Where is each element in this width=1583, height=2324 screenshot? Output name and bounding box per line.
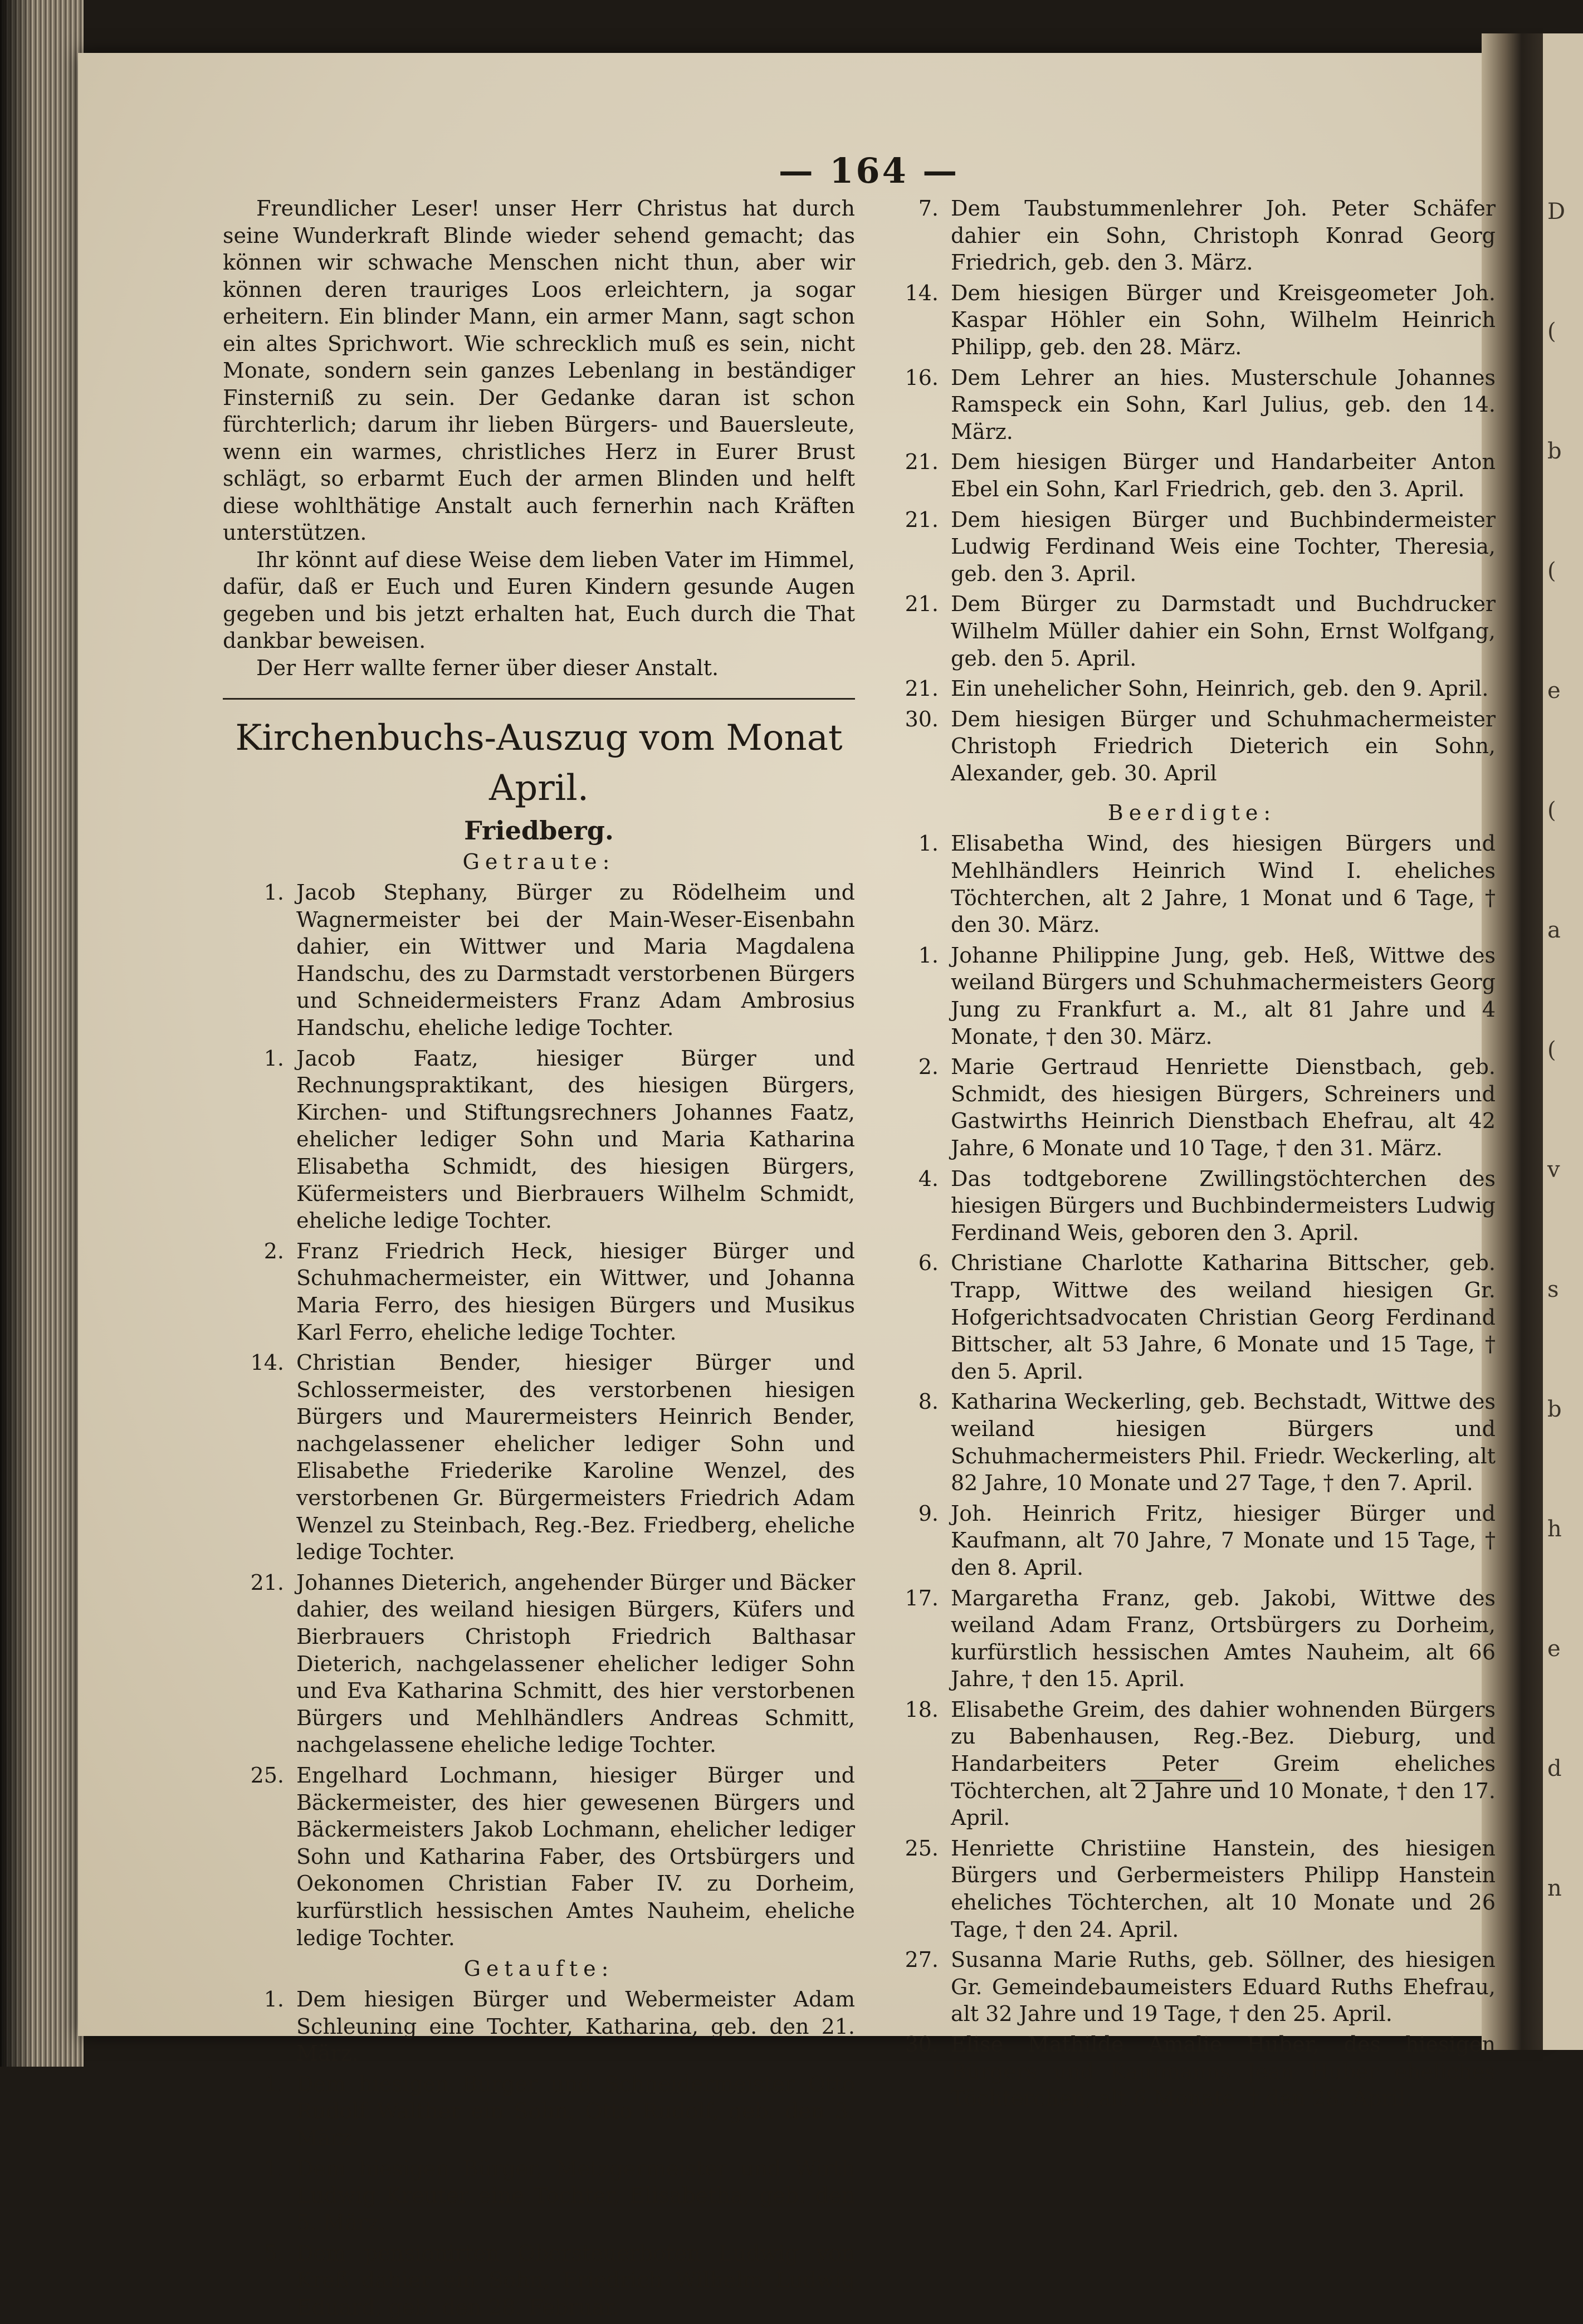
- register-entry: [888, 1946, 1496, 2028]
- register-entry: [223, 2155, 855, 2237]
- entry-text: Dem hiesigen Bürger und Schuhmachermeister Christoph Friedrich Dieterich ein Sohn, Alexander, geb. 30. April: [951, 706, 1496, 785]
- married-title: Getraute:: [462, 849, 615, 874]
- entry-date: 2.: [263, 1238, 284, 1263]
- married-list: [223, 879, 855, 1951]
- entry-text: Das todtgeborene Zwillingstöchterchen des hiesigen Bürgers und Buchbindermeisters Ludwig Ferdinand Weis, geboren den 3. April.: [951, 1166, 1496, 1245]
- next-page-fragment: e: [1547, 678, 1561, 704]
- next-page-fragment: d: [1547, 1756, 1562, 1781]
- entry-date: 2.: [918, 1054, 939, 1080]
- intro-paragraph: Freundlicher Leser! unser Herr Christus hat durch seine Wunderkraft Blinde wieder sehend gemacht; das können wir schwache Menschen nicht thun, aber wir können deren trauriges Loos erleichtern, ja sogar erheitern. Ein blinder Mann, ein armer Mann, sagt schon ein altes Sprichwort. Wie schrecklich muß es sein, nicht Monate, sondern sein ganzes Lebenlang in beständiger Finsterniß zu sein. Der Gedanke daran ist schon fürchterlich; darum ihr lieben Bürgers- und Bauersleute, wenn ein warmes, christliches Herz in Eurer Brust schlägt, so erbarmt Euch der armen Blinden und helft diese wohlthätige Anstalt auch fernerhin nach Kräften unterstützen.: [223, 196, 855, 545]
- entry-text: Christiane Charlotte Katharina Bittscher, geb. Trapp, Wittwe des weiland hiesigen Gr. Hofgerichtsadvocaten Christian Georg Ferdinand Bittscher, alt 53 Jahre, 6 Monate und 15 Tage, † den 5. April.: [951, 1251, 1496, 1384]
- entry-date: 6.: [918, 1251, 939, 1276]
- entry-date: 30.: [905, 2032, 939, 2057]
- register-entry: [888, 1388, 1496, 1496]
- next-page-fragment: h: [1547, 1516, 1562, 1542]
- entry-date: 25.: [250, 1763, 284, 1788]
- register-entry: [888, 1696, 1496, 1832]
- register-entry: [888, 506, 1496, 588]
- next-page-fragment: b: [1547, 1397, 1562, 1422]
- entry-date: 7.: [918, 196, 939, 221]
- entry-date: 21.: [905, 676, 939, 701]
- entry-text: Dem Lehrer an hies. Musterschule Johannes Ramspeck ein Sohn, Karl Julius, geb. den 14. März.: [951, 365, 1496, 444]
- register-entry: [223, 1569, 855, 1759]
- entry-text: Engelhard Lochmann, hiesiger Bürger und Bäckermeister, des hier gewesenen Bürgers und Bäckermeisters Jakob Lochmann, ehelicher lediger Sohn und Katharina Faber, des Ortsbürgers und Oekonomen Christian Faber IV. zu Dorheim, kurfürstlich hessischen Amtes Nauheim, eheliche ledige Tochter.: [296, 1763, 855, 1950]
- page-stack-edge: [0, 0, 84, 2067]
- buried-title: Beerdigte:: [1107, 800, 1277, 826]
- entry-date: 5.: [263, 2240, 284, 2266]
- next-page-fragment: (: [1547, 798, 1556, 823]
- next-page-fragment: v: [1547, 1157, 1560, 1183]
- register-entry: [888, 1053, 1496, 1161]
- entry-date: 21.: [905, 450, 939, 475]
- next-page-fragment: e: [1547, 1636, 1561, 1662]
- entry-date: 21.: [905, 592, 939, 617]
- entry-date: 14.: [905, 280, 939, 305]
- register-entry: [888, 942, 1496, 1050]
- register-entry: [888, 1835, 1496, 1943]
- entry-date: 9.: [918, 1501, 939, 1526]
- register-entry: [888, 448, 1496, 502]
- next-page-fragment: s: [1547, 1277, 1559, 1302]
- entry-text: Jacob Stephany, Bürger zu Rödelheim und Wagnermeister bei der Main-Weser-Eisenbahn dahier, ein Wittwer und Maria Magdalena Handschu, des zu Darmstadt verstorbenen Bürgers und Schneidermeisters Franz Adam Ambrosius Handschu, eheliche ledige Tochter.: [296, 880, 855, 1040]
- section-heading: Kirchenbuchs-Auszug vom Monat April.: [235, 717, 843, 809]
- section-divider: [223, 698, 855, 700]
- entry-text: Margaretha Franz, geb. Jakobi, Wittwe des weiland Adam Franz, Ortsbürgers zu Dorheim, kurfürstlich hessischen Amtes Nauheim, alt 66 Jahre, † den 15. April.: [951, 1585, 1496, 1692]
- entry-text: Ein unehelicher Sohn, Heinrich, geb. den 9. April.: [951, 676, 1489, 701]
- register-entry: [888, 1500, 1496, 1581]
- entry-text: Dem Taubstummenlehrer Joh. Peter Schäfer dahier ein Sohn, Christoph Konrad Georg Friedrich, geb. den 3. März.: [951, 196, 1496, 275]
- entry-date: 18.: [905, 1697, 939, 1722]
- entry-date: 1.: [263, 2071, 284, 2096]
- entry-text: Dem Bürger zu Darmstadt und Buchdrucker Wilhelm Müller dahier ein Sohn, Ernst Wolfgang, geb. den 5. April.: [951, 592, 1496, 671]
- page-number: — 164 —: [778, 150, 960, 191]
- intro-paragraph: Ihr könnt auf diese Weise dem lieben Vater im Himmel, dafür, daß er Euch und Euren Kindern gesunde Augen gegeben und bis jetzt erhalten hat, Euch durch die That dankbar beweisen.: [223, 547, 855, 653]
- register-entry: [888, 1249, 1496, 1385]
- town-heading: Friedberg.: [464, 816, 614, 846]
- entry-text: Dem pensionirten Obersteuerboten Ludwig von Kreß dahier ein Sohn, Friedrich Wilhelm Ludwig Eduard, geb. den 28. Februar.: [296, 2240, 855, 2320]
- register-entry: [888, 1165, 1496, 1247]
- entry-text: Dem hiesigen Bürger und Webermeister Adam Schleuning eine Tochter, Katharina, geb. den 21. März.: [296, 1987, 855, 2066]
- entry-date: 25.: [905, 1835, 939, 1861]
- entry-date: 1.: [263, 1046, 284, 1071]
- next-page-fragment: D: [1547, 199, 1566, 224]
- entry-date: 1.: [918, 943, 939, 968]
- register-entry: [888, 280, 1496, 361]
- register-entry: [888, 364, 1496, 446]
- entry-text: Dem hiesigen Bürger und Buchbindermeister Ludwig Ferdinand Weis eine Tochter, Theresia, geb. den 3. April.: [951, 507, 1496, 586]
- entry-text: Susanna Marie Ruths, geb. Söllner, des hiesigen Gr. Gemeindebaumeisters Eduard Ruths Ehefrau, alt 32 Jahre und 19 Tage, † den 25. April.: [951, 1947, 1496, 2027]
- register-entry: [223, 1762, 855, 1951]
- buried-list: [888, 830, 1496, 2112]
- next-page-fragment: (: [1547, 1037, 1556, 1063]
- register-entry: [888, 195, 1496, 276]
- entry-text: Dem hiesigen Bürger und Kreisgeometer Joh. Kaspar Höhler ein Sohn, Wilhelm Heinrich Philipp, geb. den 28. März.: [951, 280, 1496, 359]
- entry-text: Johannes Dieterich, angehender Bürger und Bäcker dahier, des weiland hiesigen Bürgers, Küfers und Bierbrauers Christoph Friedrich Balthasar Dieterich, nachgelassener ehelicher lediger Sohn und Eva Katharina Schmitt, des hier verstorbenen Bürgers und Mehlhändlers Andreas Schmitt, nachgelassene eheliche ledige Tochter.: [296, 1570, 855, 1757]
- entry-date: 1.: [263, 2156, 284, 2181]
- register-entry: [223, 1238, 855, 1346]
- baptized-list-right: [888, 195, 1496, 787]
- left-column: [223, 195, 855, 2324]
- entry-text: Dem hiesigen Bürger und Handarbeiter Anton Ebel ein Sohn, Karl Friedrich, geb. den 3. April.: [951, 450, 1496, 501]
- entry-text: Elise Mathilde Amalie Huber, des hiesigen Bürgers und Kaufmanns Jean Huber eheliches Töchterchen, alt 6 Monate, † den 28. April.: [951, 2032, 1496, 2111]
- register-entry: [888, 1585, 1496, 1693]
- entry-text: Marie Gertraud Henriette Dienstbach, geb. Schmidt, des hiesigen Bürgers, Schreiners und Gastwirths Heinrich Dienstbach Ehefrau, alt 42 Jahre, 6 Monate und 10 Tage, † den 31. März.: [951, 1054, 1496, 1160]
- entry-date: 16.: [905, 365, 939, 390]
- register-entry: [223, 1045, 855, 1234]
- right-column: [888, 195, 1496, 2116]
- entry-text: Christian Bender, hiesiger Bürger und Schlossermeister, des verstorbenen hiesigen Bürgers und Maurermeisters Heinrich Bender, nachgelassener ehelicher lediger Sohn und Elisabethe Friederike Karoline Wenzel, des verstorbenen Gr. Bürgermeisters Friedrich Adam Wenzel zu Steinbach, Reg.-Bez. Friedberg, eheliche ledige Tochter.: [296, 1350, 855, 1565]
- intro-paragraph: Der Herr wallte ferner über dieser Anstalt.: [256, 655, 719, 680]
- entry-date: 17.: [905, 1585, 939, 1610]
- entry-date: 1.: [263, 1987, 284, 2012]
- next-page-fragment: a: [1547, 917, 1561, 943]
- baptized-list-left: [223, 1986, 855, 2321]
- next-page-fragment: (: [1547, 319, 1556, 344]
- entry-text: Elisabetha Wind, des hiesigen Bürgers und Mehlhändlers Heinrich Wind I. eheliches Töchterchen, alt 2 Jahre, 1 Monat und 6 Tage, † den 30. März.: [951, 831, 1496, 938]
- register-entry: [223, 2240, 855, 2321]
- entry-date: 4.: [918, 1166, 939, 1191]
- entry-date: 27.: [905, 1947, 939, 1973]
- entry-text: Franz Friedrich Heck, hiesiger Bürger und Schuhmachermeister, ein Wittwer, und Johanna Maria Ferro, des hiesigen Bürgers und Musikus Karl Ferro, eheliche ledige Tochter.: [296, 1238, 855, 1345]
- register-entry: [223, 1986, 855, 2067]
- end-rule: [1131, 1780, 1242, 1781]
- register-entry: [888, 830, 1496, 938]
- entry-text: Johanne Philippine Jung, geb. Heß, Wittwe des weiland Bürgers und Schuhmachermeisters Georg Jung zu Frankfurt a. M., alt 81 Jahre und 4 Monate, † den 30. März.: [951, 943, 1496, 1049]
- entry-text: Elisabethe Greim, des dahier wohnenden Bürgers zu Babenhausen, Reg.-Bez. Dieburg, und Handarbeiters Peter Greim eheliches Töchterchen, alt 2 Jahre und 10 Monate, † den 17. April.: [951, 1697, 1496, 1830]
- entry-text: Katharina Weckerling, geb. Bechstadt, Wittwe des weiland hiesigen Bürgers und Schuhmachermeisters Phil. Friedr. Weckerling, alt 82 Jahre, 10 Monate und 27 Tage, † den 7. April.: [951, 1389, 1496, 1496]
- entry-text: Dem hiesigen Bürger und Schneidermeister Otto Rudolf Walther ein Sohn, Otto Rudolf, geb. den 3. März.: [296, 2071, 855, 2151]
- register-entry: [223, 2071, 855, 2152]
- entry-date: 30.: [905, 706, 939, 731]
- baptized-title: Getaufte:: [463, 1956, 614, 1981]
- next-page-fragment: n: [1547, 1876, 1562, 1901]
- entry-date: 1.: [263, 880, 284, 905]
- entry-text: Jacob Faatz, hiesiger Bürger und Rechnungspraktikant, des hiesigen Bürgers, Kirchen- und Stiftungsrechners Johannes Faatz, ehelicher lediger Sohn und Maria Katharina Elisabetha Schmidt, des hiesigen Bürgers, Küfermeisters und Bierbrauers Wilhelm Schmidt, eheliche ledige Tochter.: [296, 1046, 855, 1233]
- register-entry: [223, 1349, 855, 1566]
- next-page-edge: [1543, 33, 1583, 2050]
- register-entry: [888, 2031, 1496, 2112]
- register-entry: [888, 590, 1496, 672]
- next-page-fragment: b: [1547, 438, 1562, 464]
- entry-text: Joh. Heinrich Fritz, hiesiger Bürger und Kaufmann, alt 70 Jahre, 7 Monate und 15 Tage, † den 8. April.: [951, 1501, 1496, 1580]
- next-page-fragment: (: [1547, 558, 1556, 584]
- register-entry: [223, 879, 855, 1042]
- register-entry: [888, 675, 1496, 702]
- entry-date: 21.: [905, 507, 939, 532]
- entry-date: 1.: [918, 831, 939, 856]
- entry-text: Henriette Christiine Hanstein, des hiesigen Bürgers und Gerbermeisters Philipp Hanstein eheliches Töchterchen, alt 10 Monate und 26 Tage, † den 24. April.: [951, 1835, 1496, 1942]
- entry-date: 21.: [250, 1570, 284, 1595]
- entry-date: 8.: [918, 1389, 939, 1414]
- register-entry: [888, 706, 1496, 787]
- entry-text: Dem hiesigen Bürger, Metzgermeister und Wirth Ludwig Kreuter eine Tochter, Elisabetha, geb. den 5. März.: [296, 2156, 855, 2235]
- entry-date: 14.: [250, 1350, 284, 1375]
